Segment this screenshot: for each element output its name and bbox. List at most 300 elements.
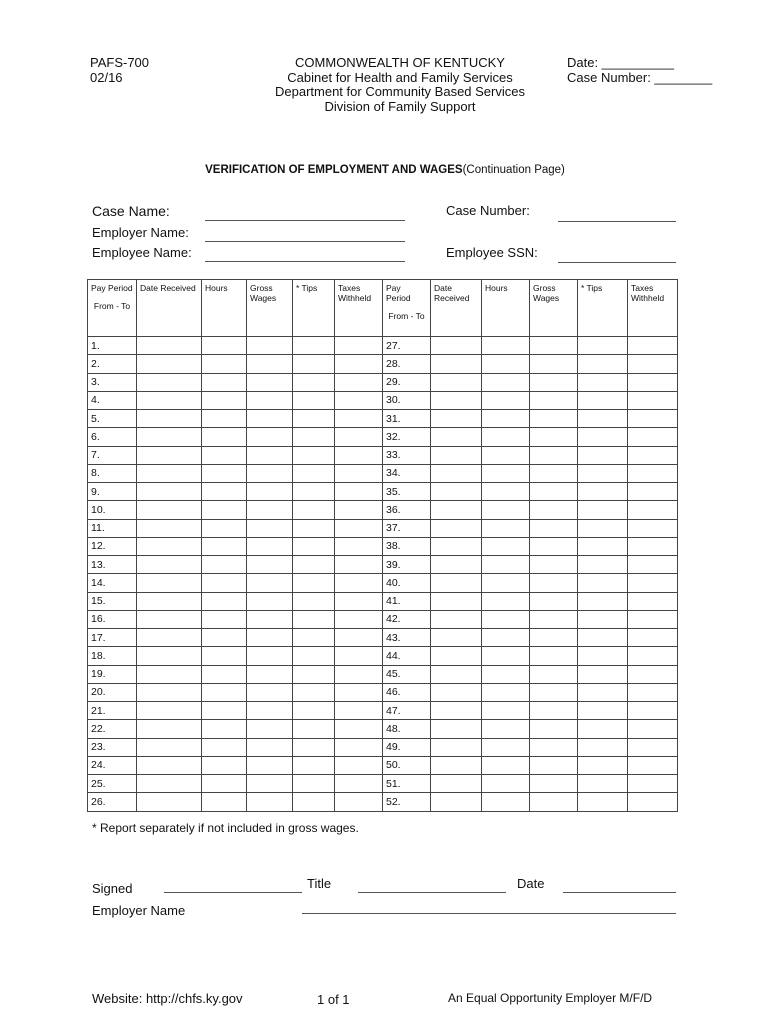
entry-cell[interactable]	[482, 702, 530, 720]
entry-cell[interactable]	[247, 738, 293, 756]
entry-cell[interactable]	[578, 391, 628, 409]
header-case-number-field[interactable]: Case Number: ________	[567, 70, 713, 85]
row-number-cell[interactable]: 27.	[383, 337, 431, 355]
row-number-cell[interactable]: 29.	[383, 373, 431, 391]
entry-cell[interactable]	[530, 519, 578, 537]
case-number-field[interactable]	[558, 221, 676, 222]
entry-cell[interactable]	[137, 483, 202, 501]
entry-cell[interactable]	[530, 355, 578, 373]
row-number-cell[interactable]: 31.	[383, 410, 431, 428]
row-number-cell[interactable]: 2.	[88, 355, 137, 373]
entry-cell[interactable]	[628, 519, 678, 537]
entry-cell[interactable]	[530, 501, 578, 519]
entry-cell[interactable]	[431, 756, 482, 774]
entry-cell[interactable]	[628, 355, 678, 373]
entry-cell[interactable]	[578, 738, 628, 756]
entry-cell[interactable]	[247, 683, 293, 701]
entry-cell[interactable]	[247, 355, 293, 373]
entry-cell[interactable]	[578, 537, 628, 555]
entry-cell[interactable]	[202, 574, 247, 592]
entry-cell[interactable]	[335, 428, 383, 446]
entry-cell[interactable]	[431, 683, 482, 701]
entry-cell[interactable]	[137, 391, 202, 409]
entry-cell[interactable]	[530, 610, 578, 628]
entry-cell[interactable]	[137, 629, 202, 647]
entry-cell[interactable]	[202, 373, 247, 391]
entry-cell[interactable]	[628, 793, 678, 811]
row-number-cell[interactable]: 34.	[383, 464, 431, 482]
entry-cell[interactable]	[431, 428, 482, 446]
entry-cell[interactable]	[530, 775, 578, 793]
row-number-cell[interactable]: 28.	[383, 355, 431, 373]
row-number-cell[interactable]: 7.	[88, 446, 137, 464]
entry-cell[interactable]	[482, 756, 530, 774]
employee-ssn-field[interactable]	[558, 262, 676, 263]
row-number-cell[interactable]: 50.	[383, 756, 431, 774]
entry-cell[interactable]	[335, 720, 383, 738]
entry-cell[interactable]	[482, 410, 530, 428]
employer-name-field[interactable]	[205, 241, 405, 242]
entry-cell[interactable]	[137, 683, 202, 701]
entry-cell[interactable]	[293, 665, 335, 683]
entry-cell[interactable]	[137, 756, 202, 774]
entry-cell[interactable]	[202, 519, 247, 537]
entry-cell[interactable]	[482, 537, 530, 555]
entry-cell[interactable]	[335, 738, 383, 756]
entry-cell[interactable]	[530, 337, 578, 355]
entry-cell[interactable]	[202, 501, 247, 519]
entry-cell[interactable]	[628, 391, 678, 409]
entry-cell[interactable]	[482, 501, 530, 519]
entry-cell[interactable]	[137, 574, 202, 592]
entry-cell[interactable]	[628, 738, 678, 756]
entry-cell[interactable]	[578, 610, 628, 628]
entry-cell[interactable]	[578, 702, 628, 720]
entry-cell[interactable]	[628, 428, 678, 446]
entry-cell[interactable]	[335, 629, 383, 647]
entry-cell[interactable]	[628, 537, 678, 555]
entry-cell[interactable]	[202, 355, 247, 373]
row-number-cell[interactable]: 51.	[383, 775, 431, 793]
entry-cell[interactable]	[431, 610, 482, 628]
entry-cell[interactable]	[293, 775, 335, 793]
entry-cell[interactable]	[628, 775, 678, 793]
entry-cell[interactable]	[335, 793, 383, 811]
entry-cell[interactable]	[482, 629, 530, 647]
entry-cell[interactable]	[137, 610, 202, 628]
entry-cell[interactable]	[578, 428, 628, 446]
row-number-cell[interactable]: 48.	[383, 720, 431, 738]
entry-cell[interactable]	[482, 428, 530, 446]
entry-cell[interactable]	[293, 501, 335, 519]
entry-cell[interactable]	[335, 464, 383, 482]
entry-cell[interactable]	[293, 355, 335, 373]
entry-cell[interactable]	[293, 428, 335, 446]
entry-cell[interactable]	[137, 501, 202, 519]
entry-cell[interactable]	[628, 483, 678, 501]
entry-cell[interactable]	[628, 373, 678, 391]
entry-cell[interactable]	[247, 574, 293, 592]
row-number-cell[interactable]: 6.	[88, 428, 137, 446]
entry-cell[interactable]	[335, 537, 383, 555]
entry-cell[interactable]	[628, 446, 678, 464]
entry-cell[interactable]	[335, 647, 383, 665]
entry-cell[interactable]	[578, 793, 628, 811]
entry-cell[interactable]	[482, 775, 530, 793]
entry-cell[interactable]	[247, 592, 293, 610]
entry-cell[interactable]	[482, 574, 530, 592]
entry-cell[interactable]	[247, 446, 293, 464]
entry-cell[interactable]	[335, 592, 383, 610]
entry-cell[interactable]	[335, 410, 383, 428]
entry-cell[interactable]	[431, 793, 482, 811]
entry-cell[interactable]	[202, 683, 247, 701]
entry-cell[interactable]	[293, 683, 335, 701]
entry-cell[interactable]	[431, 337, 482, 355]
entry-cell[interactable]	[628, 665, 678, 683]
entry-cell[interactable]	[335, 610, 383, 628]
row-number-cell[interactable]: 40.	[383, 574, 431, 592]
row-number-cell[interactable]: 42.	[383, 610, 431, 628]
entry-cell[interactable]	[530, 756, 578, 774]
entry-cell[interactable]	[530, 464, 578, 482]
entry-cell[interactable]	[137, 647, 202, 665]
entry-cell[interactable]	[628, 702, 678, 720]
entry-cell[interactable]	[247, 483, 293, 501]
entry-cell[interactable]	[578, 373, 628, 391]
entry-cell[interactable]	[137, 464, 202, 482]
entry-cell[interactable]	[482, 355, 530, 373]
entry-cell[interactable]	[293, 391, 335, 409]
row-number-cell[interactable]: 23.	[88, 738, 137, 756]
entry-cell[interactable]	[578, 647, 628, 665]
entry-cell[interactable]	[482, 683, 530, 701]
entry-cell[interactable]	[578, 355, 628, 373]
entry-cell[interactable]	[530, 446, 578, 464]
entry-cell[interactable]	[293, 720, 335, 738]
entry-cell[interactable]	[137, 738, 202, 756]
row-number-cell[interactable]: 32.	[383, 428, 431, 446]
entry-cell[interactable]	[202, 629, 247, 647]
entry-cell[interactable]	[530, 683, 578, 701]
entry-cell[interactable]	[578, 410, 628, 428]
entry-cell[interactable]	[247, 519, 293, 537]
entry-cell[interactable]	[247, 373, 293, 391]
entry-cell[interactable]	[578, 556, 628, 574]
entry-cell[interactable]	[137, 702, 202, 720]
entry-cell[interactable]	[431, 410, 482, 428]
employee-name-field[interactable]	[205, 261, 405, 262]
entry-cell[interactable]	[431, 574, 482, 592]
row-number-cell[interactable]: 10.	[88, 501, 137, 519]
row-number-cell[interactable]: 20.	[88, 683, 137, 701]
entry-cell[interactable]	[431, 647, 482, 665]
entry-cell[interactable]	[335, 355, 383, 373]
entry-cell[interactable]	[530, 665, 578, 683]
row-number-cell[interactable]: 36.	[383, 501, 431, 519]
entry-cell[interactable]	[431, 702, 482, 720]
entry-cell[interactable]	[578, 775, 628, 793]
entry-cell[interactable]	[628, 610, 678, 628]
entry-cell[interactable]	[293, 647, 335, 665]
entry-cell[interactable]	[137, 428, 202, 446]
entry-cell[interactable]	[482, 446, 530, 464]
entry-cell[interactable]	[335, 519, 383, 537]
entry-cell[interactable]	[578, 501, 628, 519]
entry-cell[interactable]	[431, 537, 482, 555]
row-number-cell[interactable]: 26.	[88, 793, 137, 811]
entry-cell[interactable]	[293, 483, 335, 501]
entry-cell[interactable]	[431, 373, 482, 391]
entry-cell[interactable]	[137, 446, 202, 464]
entry-cell[interactable]	[335, 501, 383, 519]
entry-cell[interactable]	[293, 556, 335, 574]
entry-cell[interactable]	[293, 574, 335, 592]
entry-cell[interactable]	[247, 756, 293, 774]
entry-cell[interactable]	[431, 720, 482, 738]
entry-cell[interactable]	[482, 391, 530, 409]
entry-cell[interactable]	[530, 793, 578, 811]
entry-cell[interactable]	[431, 629, 482, 647]
row-number-cell[interactable]: 12.	[88, 537, 137, 555]
entry-cell[interactable]	[431, 391, 482, 409]
row-number-cell[interactable]: 41.	[383, 592, 431, 610]
entry-cell[interactable]	[202, 556, 247, 574]
row-number-cell[interactable]: 1.	[88, 337, 137, 355]
entry-cell[interactable]	[293, 793, 335, 811]
row-number-cell[interactable]: 3.	[88, 373, 137, 391]
row-number-cell[interactable]: 43.	[383, 629, 431, 647]
entry-cell[interactable]	[137, 793, 202, 811]
entry-cell[interactable]	[431, 738, 482, 756]
entry-cell[interactable]	[530, 592, 578, 610]
row-number-cell[interactable]: 16.	[88, 610, 137, 628]
entry-cell[interactable]	[335, 483, 383, 501]
entry-cell[interactable]	[335, 337, 383, 355]
row-number-cell[interactable]: 52.	[383, 793, 431, 811]
entry-cell[interactable]	[482, 519, 530, 537]
entry-cell[interactable]	[530, 483, 578, 501]
entry-cell[interactable]	[530, 410, 578, 428]
entry-cell[interactable]	[431, 464, 482, 482]
entry-cell[interactable]	[293, 629, 335, 647]
entry-cell[interactable]	[431, 355, 482, 373]
entry-cell[interactable]	[578, 683, 628, 701]
entry-cell[interactable]	[628, 629, 678, 647]
row-number-cell[interactable]: 13.	[88, 556, 137, 574]
entry-cell[interactable]	[335, 665, 383, 683]
entry-cell[interactable]	[202, 738, 247, 756]
entry-cell[interactable]	[137, 556, 202, 574]
row-number-cell[interactable]: 33.	[383, 446, 431, 464]
entry-cell[interactable]	[482, 647, 530, 665]
entry-cell[interactable]	[202, 537, 247, 555]
entry-cell[interactable]	[247, 720, 293, 738]
entry-cell[interactable]	[202, 391, 247, 409]
entry-cell[interactable]	[578, 629, 628, 647]
entry-cell[interactable]	[247, 647, 293, 665]
entry-cell[interactable]	[247, 793, 293, 811]
entry-cell[interactable]	[293, 464, 335, 482]
entry-cell[interactable]	[293, 756, 335, 774]
entry-cell[interactable]	[293, 537, 335, 555]
entry-cell[interactable]	[293, 373, 335, 391]
entry-cell[interactable]	[578, 519, 628, 537]
row-number-cell[interactable]: 15.	[88, 592, 137, 610]
entry-cell[interactable]	[431, 592, 482, 610]
entry-cell[interactable]	[530, 391, 578, 409]
entry-cell[interactable]	[530, 537, 578, 555]
row-number-cell[interactable]: 37.	[383, 519, 431, 537]
row-number-cell[interactable]: 18.	[88, 647, 137, 665]
entry-cell[interactable]	[137, 592, 202, 610]
row-number-cell[interactable]: 35.	[383, 483, 431, 501]
entry-cell[interactable]	[335, 556, 383, 574]
entry-cell[interactable]	[335, 683, 383, 701]
entry-cell[interactable]	[482, 483, 530, 501]
row-number-cell[interactable]: 44.	[383, 647, 431, 665]
row-number-cell[interactable]: 4.	[88, 391, 137, 409]
entry-cell[interactable]	[137, 775, 202, 793]
entry-cell[interactable]	[247, 464, 293, 482]
entry-cell[interactable]	[335, 574, 383, 592]
entry-cell[interactable]	[628, 592, 678, 610]
entry-cell[interactable]	[202, 446, 247, 464]
entry-cell[interactable]	[202, 610, 247, 628]
entry-cell[interactable]	[578, 464, 628, 482]
employer-name-signature-field[interactable]	[302, 913, 676, 914]
entry-cell[interactable]	[482, 665, 530, 683]
entry-cell[interactable]	[482, 592, 530, 610]
entry-cell[interactable]	[628, 501, 678, 519]
entry-cell[interactable]	[431, 519, 482, 537]
entry-cell[interactable]	[247, 610, 293, 628]
case-name-field[interactable]	[205, 220, 405, 221]
entry-cell[interactable]	[293, 410, 335, 428]
row-number-cell[interactable]: 49.	[383, 738, 431, 756]
entry-cell[interactable]	[482, 337, 530, 355]
entry-cell[interactable]	[202, 775, 247, 793]
row-number-cell[interactable]: 45.	[383, 665, 431, 683]
entry-cell[interactable]	[628, 556, 678, 574]
entry-cell[interactable]	[482, 464, 530, 482]
entry-cell[interactable]	[202, 464, 247, 482]
signature-field[interactable]	[164, 892, 302, 893]
entry-cell[interactable]	[431, 556, 482, 574]
entry-cell[interactable]	[202, 702, 247, 720]
entry-cell[interactable]	[202, 337, 247, 355]
entry-cell[interactable]	[247, 702, 293, 720]
entry-cell[interactable]	[578, 592, 628, 610]
row-number-cell[interactable]: 24.	[88, 756, 137, 774]
entry-cell[interactable]	[482, 720, 530, 738]
entry-cell[interactable]	[137, 355, 202, 373]
entry-cell[interactable]	[530, 556, 578, 574]
entry-cell[interactable]	[247, 501, 293, 519]
entry-cell[interactable]	[578, 337, 628, 355]
entry-cell[interactable]	[293, 702, 335, 720]
entry-cell[interactable]	[202, 592, 247, 610]
entry-cell[interactable]	[335, 775, 383, 793]
entry-cell[interactable]	[293, 738, 335, 756]
entry-cell[interactable]	[431, 446, 482, 464]
entry-cell[interactable]	[247, 775, 293, 793]
entry-cell[interactable]	[202, 720, 247, 738]
row-number-cell[interactable]: 8.	[88, 464, 137, 482]
entry-cell[interactable]	[247, 537, 293, 555]
row-number-cell[interactable]: 14.	[88, 574, 137, 592]
row-number-cell[interactable]: 22.	[88, 720, 137, 738]
entry-cell[interactable]	[137, 373, 202, 391]
entry-cell[interactable]	[247, 629, 293, 647]
entry-cell[interactable]	[482, 738, 530, 756]
signer-title-field[interactable]	[358, 892, 506, 893]
entry-cell[interactable]	[202, 483, 247, 501]
entry-cell[interactable]	[335, 446, 383, 464]
entry-cell[interactable]	[530, 702, 578, 720]
entry-cell[interactable]	[431, 483, 482, 501]
entry-cell[interactable]	[628, 337, 678, 355]
row-number-cell[interactable]: 39.	[383, 556, 431, 574]
entry-cell[interactable]	[202, 793, 247, 811]
entry-cell[interactable]	[578, 574, 628, 592]
entry-cell[interactable]	[431, 775, 482, 793]
row-number-cell[interactable]: 19.	[88, 665, 137, 683]
entry-cell[interactable]	[628, 756, 678, 774]
entry-cell[interactable]	[628, 647, 678, 665]
entry-cell[interactable]	[482, 556, 530, 574]
signature-date-field[interactable]	[563, 892, 676, 893]
entry-cell[interactable]	[578, 483, 628, 501]
entry-cell[interactable]	[628, 720, 678, 738]
entry-cell[interactable]	[628, 410, 678, 428]
entry-cell[interactable]	[247, 337, 293, 355]
entry-cell[interactable]	[530, 647, 578, 665]
entry-cell[interactable]	[202, 665, 247, 683]
entry-cell[interactable]	[578, 665, 628, 683]
row-number-cell[interactable]: 5.	[88, 410, 137, 428]
entry-cell[interactable]	[530, 720, 578, 738]
row-number-cell[interactable]: 11.	[88, 519, 137, 537]
entry-cell[interactable]	[247, 556, 293, 574]
entry-cell[interactable]	[530, 738, 578, 756]
entry-cell[interactable]	[482, 793, 530, 811]
entry-cell[interactable]	[247, 391, 293, 409]
entry-cell[interactable]	[202, 756, 247, 774]
entry-cell[interactable]	[335, 373, 383, 391]
row-number-cell[interactable]: 9.	[88, 483, 137, 501]
header-date-field[interactable]: Date: __________	[567, 55, 674, 70]
entry-cell[interactable]	[530, 373, 578, 391]
entry-cell[interactable]	[628, 464, 678, 482]
entry-cell[interactable]	[578, 720, 628, 738]
entry-cell[interactable]	[293, 610, 335, 628]
entry-cell[interactable]	[578, 756, 628, 774]
entry-cell[interactable]	[431, 501, 482, 519]
entry-cell[interactable]	[578, 446, 628, 464]
row-number-cell[interactable]: 30.	[383, 391, 431, 409]
entry-cell[interactable]	[530, 574, 578, 592]
entry-cell[interactable]	[202, 428, 247, 446]
row-number-cell[interactable]: 25.	[88, 775, 137, 793]
row-number-cell[interactable]: 47.	[383, 702, 431, 720]
entry-cell[interactable]	[202, 410, 247, 428]
entry-cell[interactable]	[530, 428, 578, 446]
entry-cell[interactable]	[137, 337, 202, 355]
entry-cell[interactable]	[137, 410, 202, 428]
entry-cell[interactable]	[431, 665, 482, 683]
entry-cell[interactable]	[293, 337, 335, 355]
